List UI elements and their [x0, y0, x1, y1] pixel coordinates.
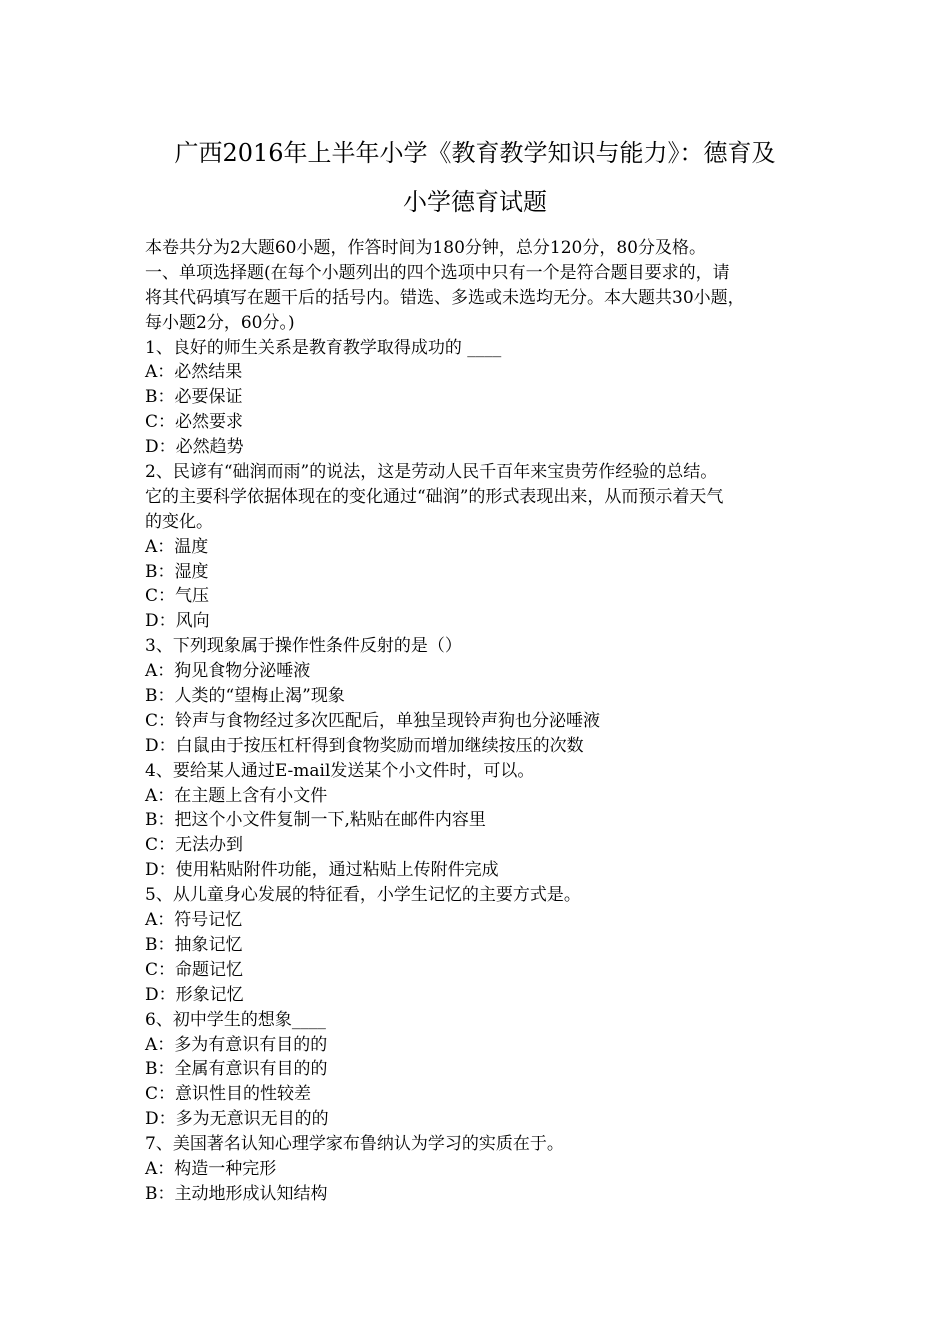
document-title-line-1: 广西2016年上半年小学《教育教学知识与能力》：德育及	[174, 139, 776, 167]
question-stem-line: 4、要给某人通过E-mail发送某个小文件时，可以。	[145, 760, 535, 781]
answer-option: B：人类的“望梅止渴”现象	[145, 686, 345, 707]
answer-option: C：铃声与食物经过多次匹配后，单独呈现铃声狗也分泌唾液	[145, 710, 601, 731]
question-item	[145, 883, 815, 1007]
answer-option: B：主动地形成认知结构	[145, 1183, 328, 1204]
question-stem-line: 5、从儿童身心发展的特征看，小学生记忆的主要方式是。	[145, 885, 581, 906]
section-instruction-line: 将其代码填写在题干后的括号内。错选、多选或未选均无分。本大题共30小题，	[145, 287, 745, 308]
question-item	[145, 460, 815, 634]
answer-option: D：风向	[145, 611, 210, 632]
answer-option: C：必然要求	[145, 412, 244, 433]
section-instruction-line: 一、单项选择题(在每个小题列出的四个选项中只有一个是符合题目要求的，请	[145, 262, 730, 283]
answer-option: C：意识性目的性较差	[145, 1084, 312, 1105]
answer-option: C：命题记忆	[145, 959, 244, 980]
question-item	[145, 634, 815, 758]
section-instruction-line: 每小题2分，60分。)	[145, 312, 295, 333]
answer-option: B：抽象记忆	[145, 934, 243, 955]
question-stem-line: 的变化。	[145, 511, 213, 532]
answer-option: A：在主题上含有小文件	[145, 785, 328, 806]
answer-option: A：温度	[145, 536, 209, 557]
answer-option: A：必然结果	[145, 362, 243, 383]
question-stem-line: 它的主要科学依据体现在的变化通过“础润”的形式表现出来，从而预示着天气	[145, 486, 724, 507]
question-item	[145, 1008, 815, 1132]
answer-option: D：使用粘贴附件功能，通过粘贴上传附件完成	[145, 860, 499, 881]
answer-option: A：符号记忆	[145, 910, 243, 931]
question-stem-line: 7、美国著名认知心理学家布鲁纳认为学习的实质在于。	[145, 1134, 564, 1155]
answer-option: C：无法办到	[145, 835, 244, 856]
question-item	[145, 1132, 815, 1207]
document-title-line-2: 小学德育试题	[403, 188, 547, 216]
answer-option: B：把这个小文件复制一下,粘贴在邮件内容里	[145, 810, 486, 831]
answer-option: B：必要保证	[145, 387, 243, 408]
question-stem-line: 3、下列现象属于操作性条件反射的是（）	[145, 636, 462, 657]
answer-option: D：白鼠由于按压杠杆得到食物奖励而增加继续按压的次数	[145, 735, 584, 756]
answer-option: B：湿度	[145, 561, 209, 582]
answer-option: D：形象记忆	[145, 984, 244, 1005]
question-stem-line: 2、民谚有“础润而雨”的说法，这是劳动人民千百年来宝贵劳作经验的总结。	[145, 462, 718, 483]
exam-intro: 本卷共分为2大题60小题，作答时间为180分钟，总分120分，80分及格。	[145, 238, 706, 258]
question-list	[145, 336, 815, 1207]
question-item	[145, 336, 815, 460]
answer-option: C：气压	[145, 586, 210, 607]
question-stem-line: 1、良好的师生关系是教育教学取得成功的 ____	[145, 337, 502, 358]
answer-option: A：狗见食物分泌唾液	[145, 661, 311, 682]
answer-option: D：多为无意识无目的的	[145, 1109, 329, 1130]
document-body	[145, 236, 815, 1207]
question-stem-line: 6、初中学生的想象____	[145, 1009, 326, 1030]
answer-option: B：全属有意识有目的的	[145, 1059, 328, 1080]
answer-option: A：构造一种完形	[145, 1158, 277, 1179]
answer-option: A：多为有意识有目的的	[145, 1034, 328, 1055]
question-item	[145, 759, 815, 883]
answer-option: D：必然趋势	[145, 437, 244, 458]
